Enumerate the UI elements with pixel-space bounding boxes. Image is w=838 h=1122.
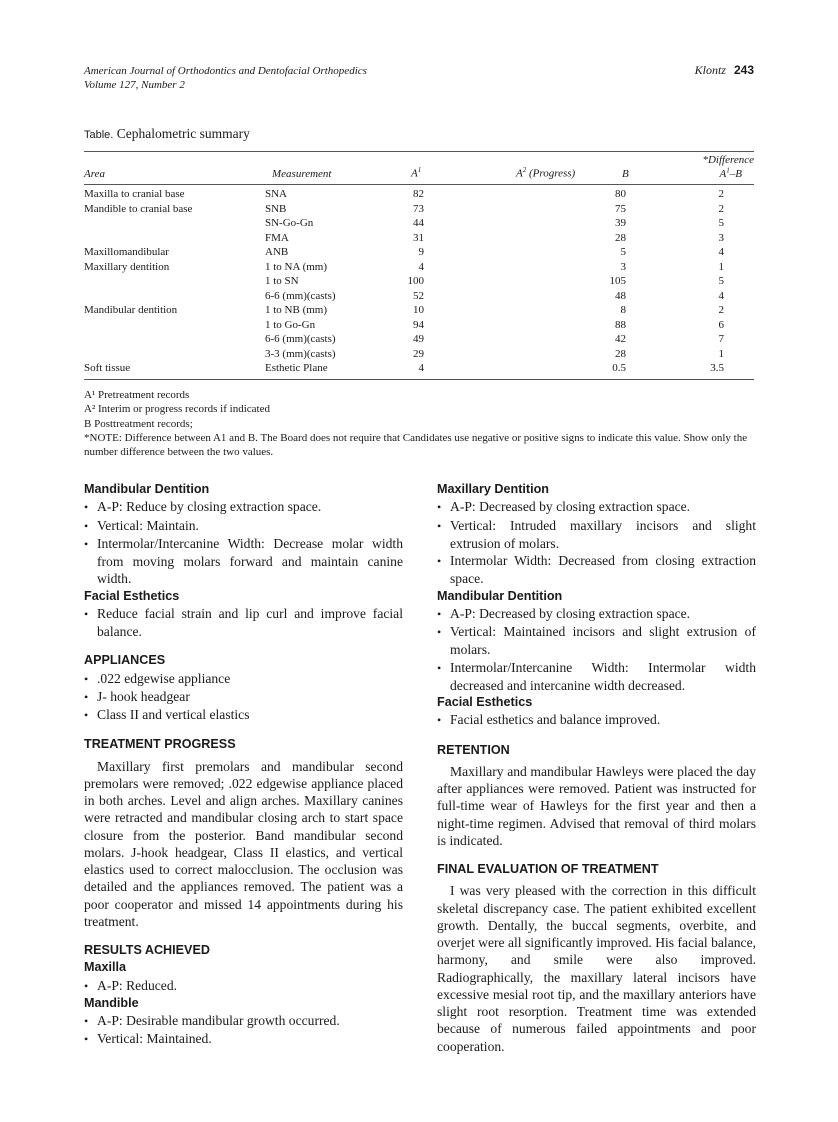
journal-volume: Volume 127, Number 2	[84, 79, 185, 91]
table-row	[84, 362, 754, 377]
header-a2: $A^2$ (Progress)	[516, 166, 576, 180]
body-paragraph: I was very pleased with the correction in this difficult skeletal discrepancy case. The patient exhibited excellent growth. Dentally, the buccal segments, overbite, and overjet were all significantly improved. His facial balance, harmony, and smile were also improved. Radiographically, the maxillary lateral incisors have excessive mesial root tip, and the maxillary anteriors have slight root resorption. Treatment time was extended because of numerous failed appointments and poor cooperation.	[437, 883, 756, 1054]
right-column	[437, 481, 756, 1055]
cell-area: Soft tissue	[84, 362, 131, 374]
table-label: Table.	[84, 129, 114, 141]
bullet-item: • J- hook headgear	[84, 688, 403, 706]
table-title: Cephalometric summary	[116, 126, 250, 141]
table-row	[84, 290, 754, 305]
bullet-item: • A-P: Reduce by closing extraction space.	[84, 498, 403, 516]
cell-a1: 49	[413, 333, 424, 345]
table-row	[84, 304, 754, 319]
cell-difference: 7	[718, 333, 724, 345]
cell-difference: 4	[718, 246, 724, 258]
bullet-item: • A-P: Decreased by closing extraction space.	[437, 605, 756, 623]
cell-a1: 4	[418, 260, 424, 273]
cell-a1: 82	[413, 188, 424, 200]
cell-b: 3	[620, 260, 626, 273]
header-area: Area	[84, 168, 105, 180]
page-number: 243	[733, 63, 754, 77]
cell-measurement: FMA	[265, 231, 289, 244]
cell-measurement: SN-Go-Gn	[265, 217, 314, 229]
subsection-heading: Mandibular Dentition	[437, 588, 563, 603]
table-caption	[84, 126, 250, 142]
cell-a1: 73	[413, 202, 424, 215]
cell-measurement: 6-6 (mm)(casts)	[265, 289, 336, 302]
table-row	[84, 246, 754, 261]
header-measurement: Measurement	[272, 168, 332, 180]
bullet-item: • Intermolar/Intercanine Width: Decrease molar width from moving molars forward and maintain canine width.	[84, 535, 403, 588]
table-header	[84, 152, 754, 185]
cell-b: 5	[620, 246, 626, 258]
header-b: B	[622, 168, 629, 180]
cell-difference: 4	[718, 289, 724, 302]
bullet-item: • A-P: Decreased by closing extraction space.	[437, 498, 756, 516]
header-difference: *Difference $A^1-B$	[702, 154, 754, 180]
section-heading: RESULTS ACHIEVED	[84, 943, 210, 957]
cell-a1: 4	[418, 362, 424, 374]
cell-measurement: ANB	[265, 246, 289, 258]
bullet-item: • Vertical: Maintained incisors and slight extrusion of molars.	[437, 623, 756, 659]
table-row	[84, 232, 754, 247]
bullet-item: • .022 edgewise appliance	[84, 670, 403, 688]
section-heading: FINAL EVALUATION OF TREATMENT	[437, 862, 659, 876]
page-header-right	[695, 63, 754, 77]
cell-b: 80	[615, 188, 626, 200]
journal-name: American Journal of Orthodontics and Dentofacial Orthopedics	[84, 65, 367, 77]
cell-b: 75	[615, 202, 626, 215]
bullet-item: • Vertical: Maintained.	[84, 1030, 403, 1048]
running-header	[84, 64, 367, 92]
table-row	[84, 188, 754, 203]
cell-a1: 9	[418, 246, 424, 258]
cell-measurement: 3-3 (mm)(casts)	[265, 347, 336, 360]
cell-measurement: 6-6 (mm)(casts)	[265, 333, 336, 345]
table-body	[84, 185, 754, 379]
left-column	[84, 481, 403, 1049]
cell-b: 42	[615, 333, 626, 345]
cell-difference: 2	[718, 188, 724, 200]
cell-difference: 1	[718, 260, 724, 273]
body-paragraph: Maxillary and mandibular Hawleys were placed the day after appliances were removed. Patient was instructed for full-time wear of Hawleys for the first year and then a night-time regimen. Advised that removal of third molars is indicated.	[437, 763, 756, 848]
header-a1: $A^1$	[411, 166, 422, 180]
cell-measurement: 1 to NA (mm)	[265, 260, 328, 273]
cell-a1: 94	[413, 318, 424, 331]
cell-b: 48	[615, 289, 626, 302]
cell-area: Maxillomandibular	[84, 246, 169, 258]
cephalometric-table	[84, 151, 754, 380]
cell-area: Maxilla to cranial base	[84, 188, 185, 200]
bullet-item: • Class II and vertical elastics	[84, 706, 403, 724]
cell-b: 8	[620, 304, 626, 316]
cell-difference: 5	[718, 217, 724, 229]
table-row	[84, 275, 754, 290]
cell-difference: 3	[718, 231, 724, 244]
cell-measurement: Esthetic Plane	[265, 362, 328, 374]
subsection-heading: Maxilla	[84, 960, 126, 975]
author-name: Klontz	[694, 63, 726, 77]
cell-b: 105	[609, 275, 626, 287]
bullet-item: • A-P: Reduced.	[84, 977, 403, 995]
cell-b: 39	[615, 217, 626, 229]
cell-measurement: SNB	[265, 202, 287, 215]
bullet-item: • Facial esthetics and balance improved.	[437, 711, 756, 729]
cell-measurement: 1 to SN	[265, 275, 299, 287]
cell-measurement: 1 to NB (mm)	[265, 304, 328, 316]
cell-b: 28	[615, 347, 626, 360]
cell-a1: 52	[413, 289, 424, 302]
cell-a1: 10	[413, 304, 424, 316]
table-row	[84, 261, 754, 276]
body-paragraph: Maxillary first premolars and mandibular second premolars were removed; .022 edgewise appliance placed in both arches. Level and align arches. Maxillary canines were retracted and mandibular closing arch to start space closure from the posterior. Band mandibular second molars. J-hook headgear, Class II elastics, and vertical elastics used to correct malocclusion. The occlusion was detailed and the appliances removed. The patient was a poor cooperator and missed 14 appointments during his treatment.	[84, 758, 403, 929]
bullet-item: • Vertical: Intruded maxillary incisors and slight extrusion of molars.	[437, 517, 756, 553]
cell-difference: 5	[718, 275, 724, 287]
table-footnotes	[84, 388, 756, 459]
footnote: A¹ Pretreatment records	[84, 389, 190, 401]
cell-difference: 6	[718, 318, 724, 331]
section-heading: RETENTION	[437, 742, 510, 757]
subsection-heading: Mandibular Dentition	[84, 482, 210, 496]
cell-a1: 44	[413, 217, 424, 229]
bullet-item: • Vertical: Maintain.	[84, 517, 403, 535]
bullet-item: • Intermolar/Intercanine Width: Intermolar width decreased and intercanine width decreased.	[437, 659, 756, 695]
cell-difference: 1	[718, 347, 724, 360]
cell-difference: 3.5	[710, 362, 724, 374]
table-row	[84, 333, 754, 348]
cell-a1: 31	[413, 231, 424, 244]
table-row	[84, 348, 754, 363]
subsection-heading: Mandible	[84, 995, 139, 1010]
bullet-item: • Intermolar Width: Decreased from closing extraction space.	[437, 552, 756, 588]
bullet-item: • Reduce facial strain and lip curl and improve facial balance.	[84, 605, 403, 641]
cell-a1: 29	[413, 347, 424, 360]
table-row	[84, 319, 754, 334]
bullet-item: • A-P: Desirable mandibular growth occurred.	[84, 1012, 403, 1030]
section-heading: TREATMENT PROGRESS	[84, 737, 236, 752]
table-row	[84, 217, 754, 232]
cell-measurement: 1 to Go-Gn	[265, 318, 316, 331]
cell-b: 28	[615, 231, 626, 244]
cell-difference: 2	[718, 202, 724, 215]
footnote: B Posttreatment records;	[84, 417, 193, 430]
footnote: *NOTE: Difference between A1 and B. The Board does not require that Candidates use negative or positive signs to indicate this value. Show only the number difference between the two values.	[84, 431, 748, 459]
cell-measurement: SNA	[265, 188, 288, 200]
section-heading: APPLIANCES	[84, 653, 166, 668]
subsection-heading: Maxillary Dentition	[437, 482, 549, 496]
subsection-heading: Facial Esthetics	[84, 588, 180, 603]
cell-area: Mandible to cranial base	[84, 202, 193, 215]
cell-a1: 100	[407, 275, 424, 287]
cell-difference: 2	[718, 304, 724, 316]
subsection-heading: Facial Esthetics	[437, 695, 533, 709]
table-row	[84, 203, 754, 218]
cell-b: 88	[615, 318, 626, 331]
cell-area: Mandibular dentition	[84, 304, 178, 316]
footnote: A² Interim or progress records if indicated	[84, 403, 270, 416]
cell-b: 0.5	[612, 362, 626, 374]
cell-area: Maxillary dentition	[84, 260, 170, 273]
